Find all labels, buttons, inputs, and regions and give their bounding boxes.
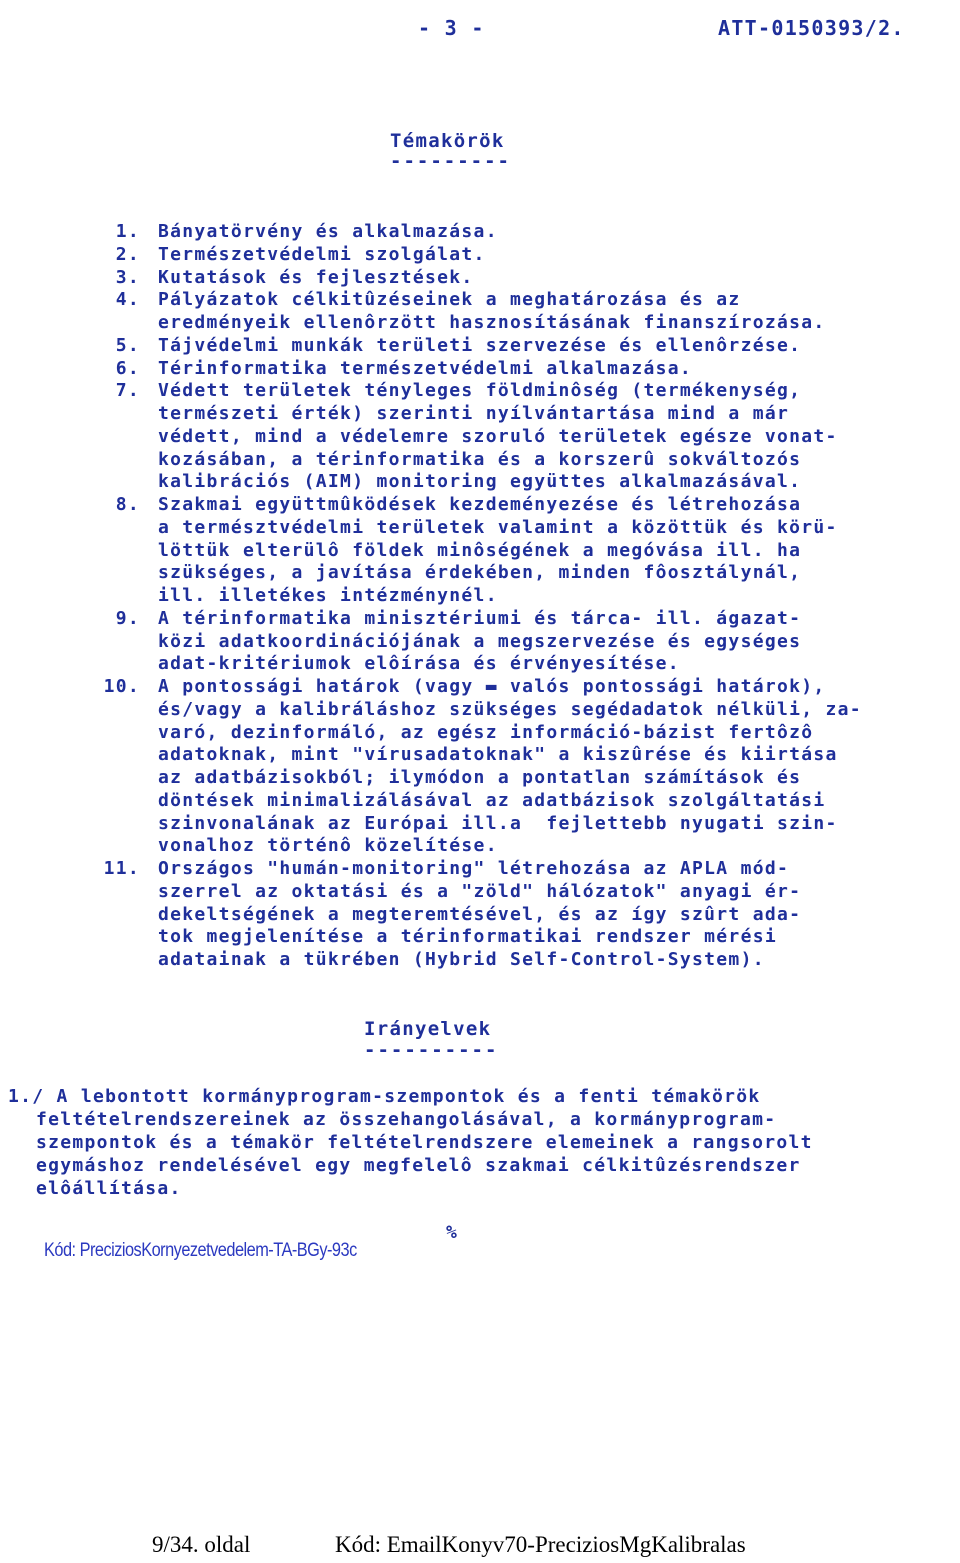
topic-line: és/vagy a kalibráláshoz szükséges segédadatok nélküli, za- <box>158 698 862 720</box>
guideline-line: szempontok és a témakör feltételrendszere elemeinek a rangsorolt <box>36 1132 813 1153</box>
topic-line: természeti érték) szerinti nyílvántartása mind a már <box>158 403 790 424</box>
page-number: - 3 - <box>418 16 485 40</box>
topic-line: A térinformatika minisztériumi és tárca- ill. ágazat- <box>158 607 802 629</box>
heading-underline: --------- <box>390 150 511 172</box>
topic-line: dekeltségének a megteremtésével, és az így szûrt ada- <box>158 903 802 925</box>
guideline-first-line: 1./ A lebontott kormányprogram-szempontok és a fenti témakörök <box>8 1086 761 1107</box>
topic-line: Pályázatok célkitûzéseinek a meghatározása és az <box>158 289 741 311</box>
document-reference: ATT-0150393/2. <box>718 16 905 40</box>
guideline-line: feltételrendszereinek az összehangolásával, a kormányprogram- <box>36 1109 777 1130</box>
topic-number: 5. <box>115 334 140 356</box>
code-stamp: Kód: PreciziosKornyezetvedelem-TA-BGy-93c <box>44 1240 357 1261</box>
topic-number: 3. <box>115 266 140 288</box>
topic-line: Természetvédelmi szolgálat. <box>158 243 486 265</box>
topic-line: adatainak a tükrében (Hybrid Self-Control-System). <box>158 949 765 970</box>
section-heading-iranyelvek: Irányelvek <box>364 1018 492 1040</box>
topic-number: 2. <box>115 243 140 265</box>
topic-line: Bányatörvény és alkalmazása. <box>158 221 498 242</box>
topic-line: tok megjelenítése a térinformatikai rendszer mérési <box>158 926 777 948</box>
topic-number: 10. <box>103 676 140 697</box>
topic-line: döntések minimalizálásával az adatbázisok szolgáltatási <box>158 789 826 811</box>
topic-line: a természtvédelmi területek valamint a közöttük és körü- <box>158 516 838 538</box>
topic-line: vonalhoz történô közelítése. <box>158 835 498 857</box>
topic-line: A pontossági határok (vagy ▬ valós pontossági határok), <box>158 676 826 697</box>
footer-page-number: 9/34. oldal <box>152 1532 251 1557</box>
topic-line: kalibrációs (AIM) monitoring együttes alkalmazásával. <box>158 471 802 493</box>
topic-line: adat-kritériumok elôírása és érvényesítése. <box>158 653 680 675</box>
topic-line: varó, dezinformáló, az egész információ-bázist fertôzô <box>158 721 814 743</box>
topic-line: közi adatkoordinációjának a megszervezése és egységes <box>158 630 802 652</box>
topic-number: 4. <box>115 289 140 311</box>
heading-underline: ---------- <box>364 1039 499 1061</box>
topic-line: Védett területek tényleges földminôség (termékenység, <box>158 380 802 402</box>
topic-line: védett, mind a védelemre szoruló területek egésze vonat- <box>158 425 838 447</box>
topic-line: szinvonalának az Európai ill.a fejlettebb nyugati szin- <box>158 812 838 834</box>
topic-line: ill. illetékes intézménynél. <box>158 585 498 606</box>
topic-line: az adatbázisokból; ilymódon a pontatlan számítások és <box>158 767 802 788</box>
section-heading-temakorok: Témakörök <box>390 130 505 152</box>
topic-line: szükséges, a javítása érdekében, minden fôosztálynál, <box>158 562 802 584</box>
topic-number: 8. <box>115 494 140 515</box>
footer-code: Kód: EmailKonyv70-PreciziosMgKalibralas <box>335 1532 746 1557</box>
guideline-line: elôállítása. <box>36 1178 182 1199</box>
stray-mark: % <box>446 1222 459 1243</box>
topic-line: Térinformatika természetvédelmi alkalmazása. <box>158 357 693 379</box>
topic-line: Országos "humán-monitoring" létrehozása az APLA mód- <box>158 858 790 879</box>
guideline-line: egymáshoz rendelésével egy megfelelô szakmai célkitûzésrendszer <box>36 1155 801 1176</box>
topic-number: 9. <box>115 607 140 629</box>
topic-line: löttük elterülô földek minôségének a megóvása ill. ha <box>158 539 802 561</box>
topic-number: 11. <box>103 858 140 879</box>
topic-line: kozásában, a térinformatika és a korszerû sokváltozós <box>158 448 802 470</box>
topic-line: Szakmai együttmûködések kezdeményezése és létrehozása <box>158 494 802 515</box>
topic-number: 6. <box>115 357 140 379</box>
page-footer <box>0 1530 960 1563</box>
topic-number: 1. <box>115 221 140 242</box>
topic-line: eredményeik ellenôrzött hasznosításának finanszírozása. <box>158 312 826 333</box>
topic-line: szerrel az oktatási és a "zöld" hálózatok" anyagi ér- <box>158 880 802 902</box>
topic-number: 7. <box>115 380 140 402</box>
topic-line: Kutatások és fejlesztések. <box>158 266 474 288</box>
topic-line: Tájvédelmi munkák területi szervezése és ellenôrzése. <box>158 334 802 356</box>
topic-line: adatoknak, mint "vírusadatoknak" a kiszûrése és kiirtása <box>158 744 838 766</box>
